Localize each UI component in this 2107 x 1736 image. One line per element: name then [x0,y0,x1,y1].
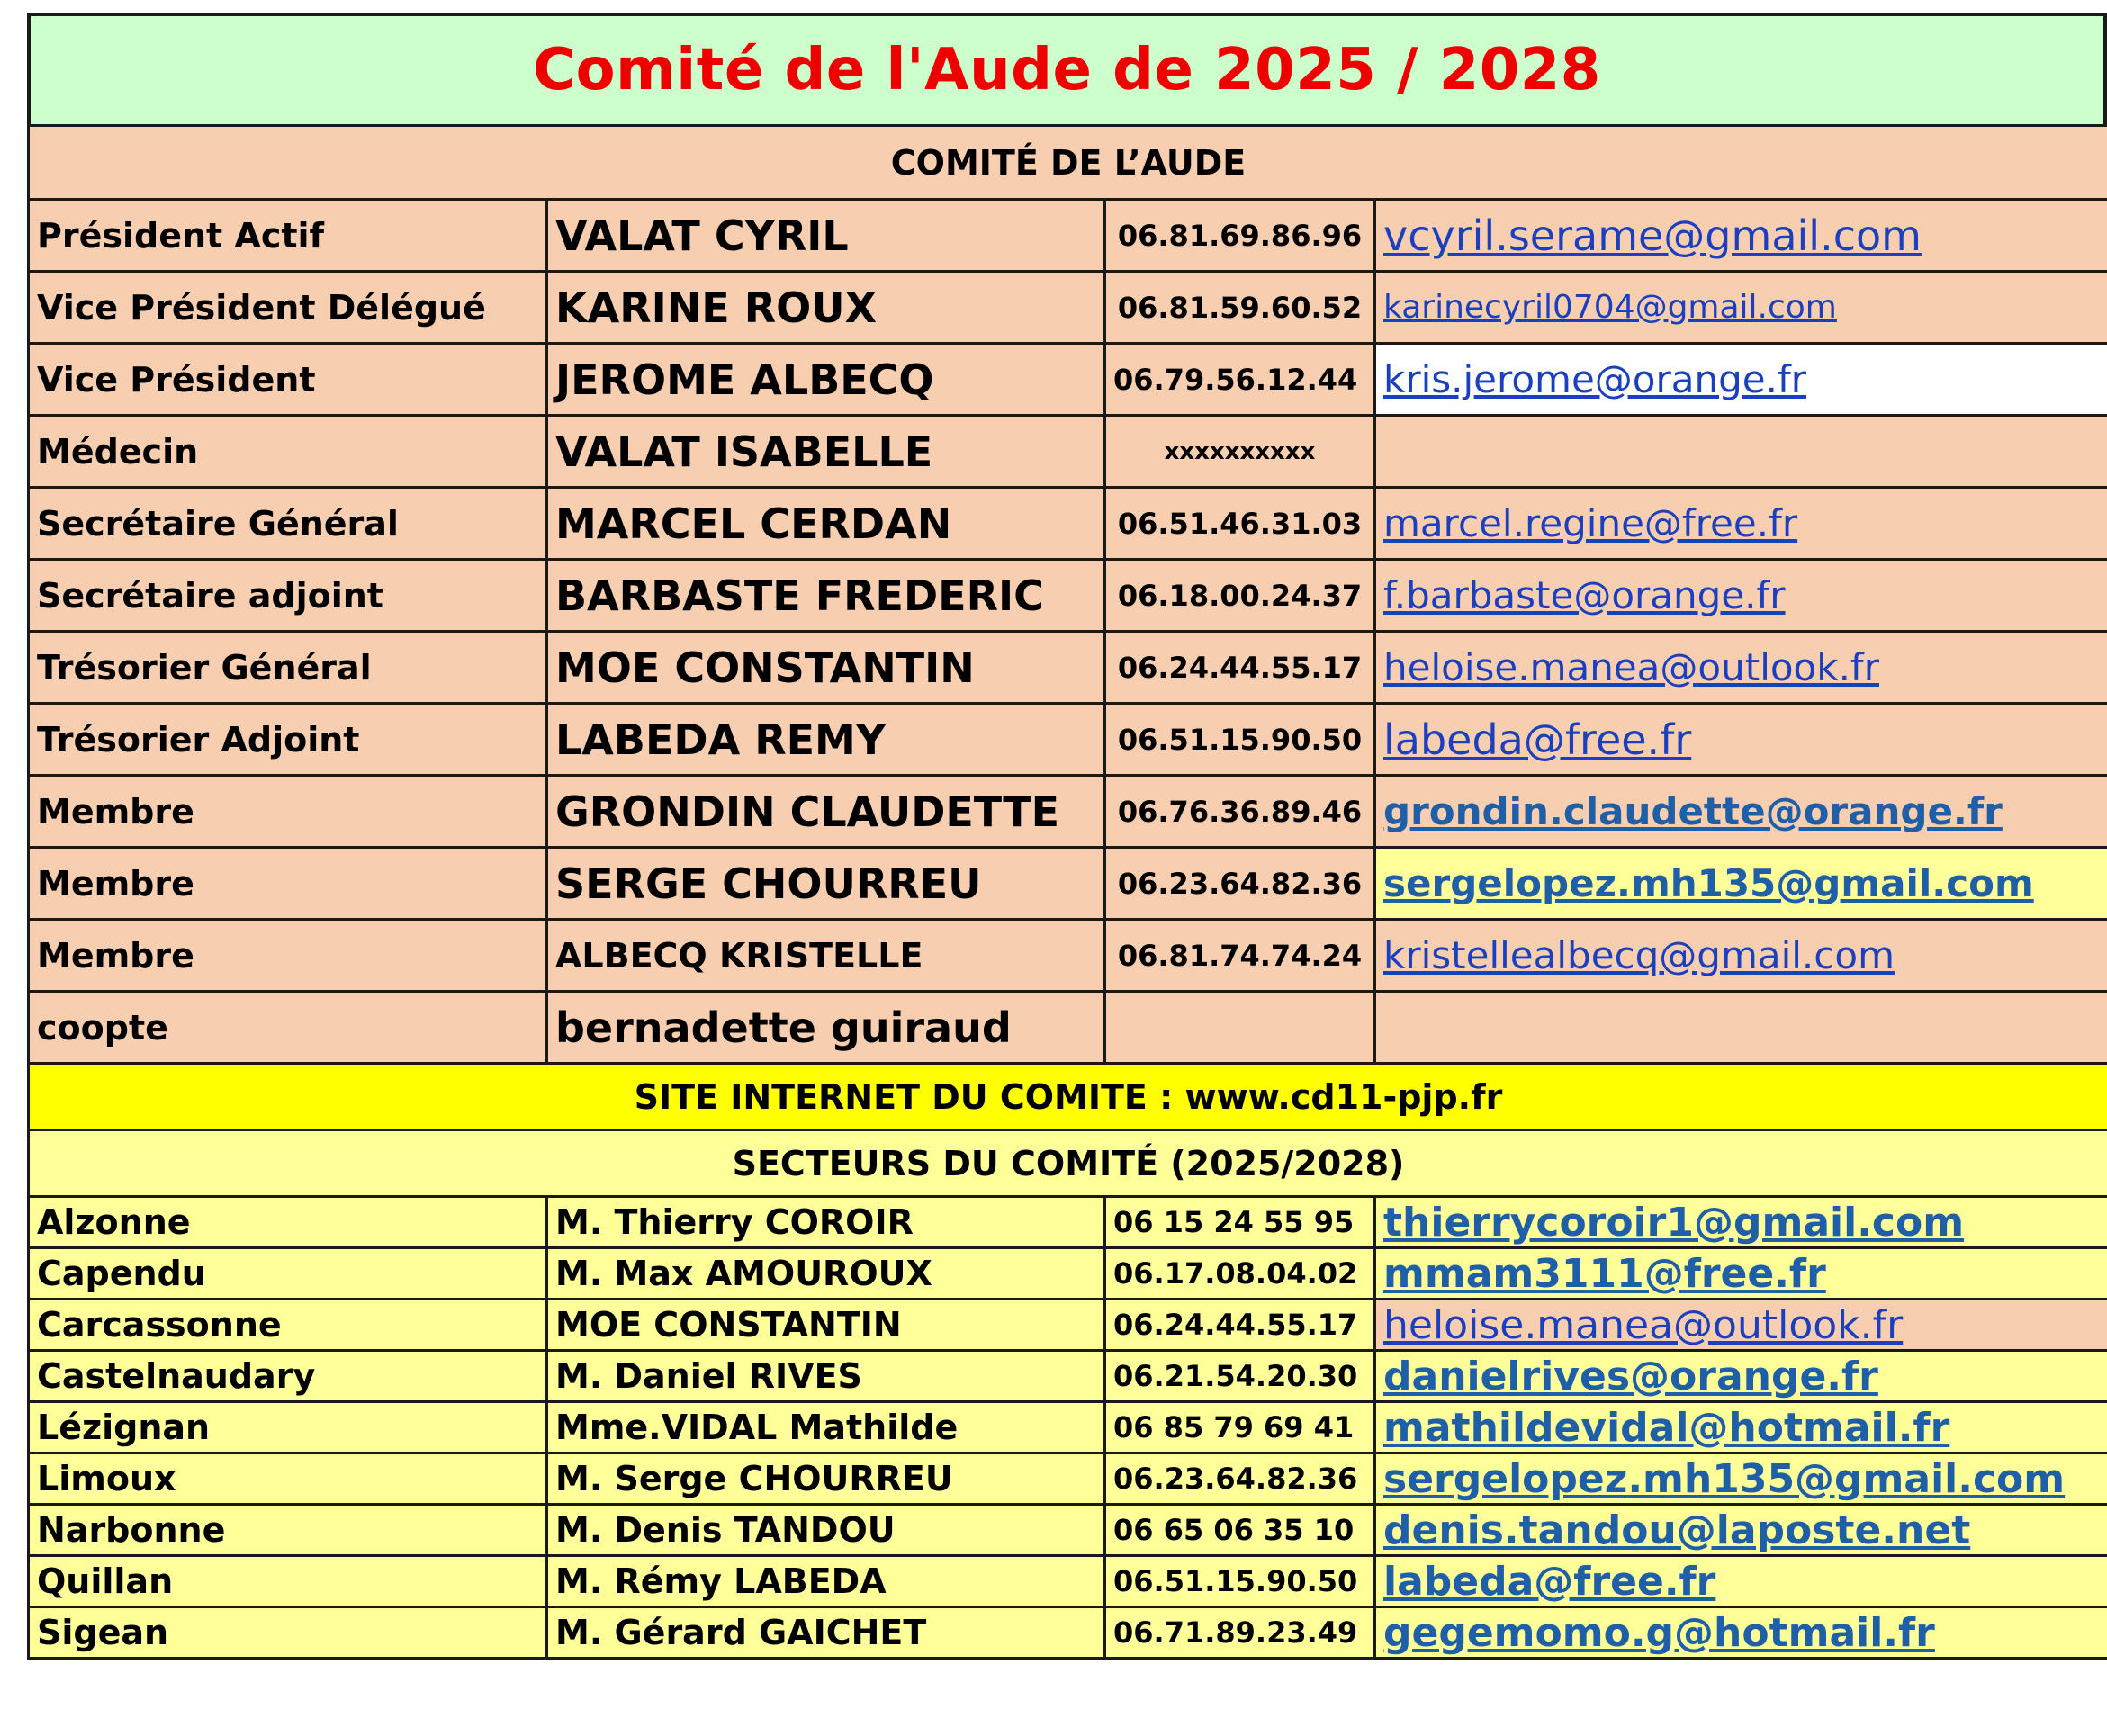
phone-cell: 06.79.56.12.44 [1105,344,1375,416]
role-cell: Secrétaire Général [29,488,547,560]
email-cell [1375,200,2107,272]
phone-cell: 06.24.44.55.17 [1105,1300,1375,1351]
sector-row [29,1607,2107,1659]
name-cell: M. Daniel RIVES [547,1351,1105,1402]
email-cell [1375,1453,2107,1505]
phone-cell: 06.23.64.82.36 [1105,1453,1375,1505]
email-cell [1375,1505,2107,1556]
email-link[interactable]: denis.tandou@laposte.net [1383,1507,1971,1553]
email-link[interactable]: heloise.manea@outlook.fr [1383,1301,1904,1348]
phone-cell: 06.81.59.60.52 [1105,272,1375,344]
sector-cell: Castelnaudary [29,1351,547,1402]
name-cell: MOE CONSTANTIN [547,1300,1105,1351]
email-link[interactable]: f.barbaste@orange.fr [1383,573,1786,617]
sector-row [29,1453,2107,1505]
committee-table [27,124,2107,1660]
phone-cell: 06.21.54.20.30 [1105,1351,1375,1402]
phone-cell: 06.76.36.89.46 [1105,776,1375,848]
email-cell [1375,632,2107,704]
role-cell: Vice Président [29,344,547,416]
phone-cell: 06 15 24 55 95 [1105,1197,1375,1248]
email-cell [1375,776,2107,848]
table-row [29,776,2107,848]
email-link[interactable]: heloise.manea@outlook.fr [1383,645,1879,689]
sector-cell: Quillan [29,1556,547,1607]
name-cell: VALAT CYRIL [547,200,1105,272]
role-cell: Membre [29,848,547,920]
phone-cell: xxxxxxxxxx [1105,416,1375,488]
table-row [29,416,2107,488]
name-cell: bernadette guiraud [547,992,1105,1064]
sector-cell: Capendu [29,1248,547,1300]
email-link[interactable]: mmam3111@free.fr [1383,1250,1826,1297]
sector-row [29,1402,2107,1453]
role-cell: coopte [29,992,547,1064]
sector-cell: Sigean [29,1607,547,1659]
email-cell [1375,848,2107,920]
role-cell: Trésorier Général [29,632,547,704]
email-cell [1375,416,2107,488]
email-link[interactable]: grondin.claudette@orange.fr [1383,789,2003,833]
name-cell: GRONDIN CLAUDETTE [547,776,1105,848]
role-cell: Médecin [29,416,547,488]
email-link[interactable]: sergelopez.mh135@gmail.com [1383,1455,2066,1502]
email-link[interactable]: thierrycoroir1@gmail.com [1383,1199,1965,1246]
name-cell: M. Serge CHOURREU [547,1453,1105,1505]
name-cell: ALBECQ KRISTELLE [547,920,1105,992]
name-cell: SERGE CHOURREU [547,848,1105,920]
phone-cell: 06.23.64.82.36 [1105,848,1375,920]
name-cell: M. Thierry COROIR [547,1197,1105,1248]
phone-cell: 06.51.15.90.50 [1105,704,1375,776]
phone-cell: 06.81.69.86.96 [1105,200,1375,272]
phone-cell: 06 85 79 69 41 [1105,1402,1375,1453]
email-link[interactable]: vcyril.serame@gmail.com [1383,211,1922,260]
sector-cell: Lézignan [29,1402,547,1453]
table-row [29,848,2107,920]
table-row [29,992,2107,1064]
table-row [29,344,2107,416]
name-cell: M. Gérard GAICHET [547,1607,1105,1659]
table-row [29,920,2107,992]
phone-cell: 06.24.44.55.17 [1105,632,1375,704]
sector-row [29,1556,2107,1607]
email-cell [1375,344,2107,416]
sector-row [29,1300,2107,1351]
table-row [29,560,2107,632]
role-cell: Trésorier Adjoint [29,704,547,776]
email-cell [1375,488,2107,560]
name-cell: VALAT ISABELLE [547,416,1105,488]
phone-cell [1105,992,1375,1064]
sectors-header: SECTEURS DU COMITÉ (2025/2028) [29,1130,2107,1197]
phone-cell: 06.71.89.23.49 [1105,1607,1375,1659]
sector-row [29,1505,2107,1556]
email-link[interactable]: marcel.regine@free.fr [1383,501,1798,545]
email-cell [1375,1556,2107,1607]
name-cell: KARINE ROUX [547,272,1105,344]
sector-row [29,1197,2107,1248]
phone-cell: 06.18.00.24.37 [1105,560,1375,632]
phone-cell: 06.51.46.31.03 [1105,488,1375,560]
sector-row [29,1351,2107,1402]
title-banner [27,13,2107,124]
email-link[interactable]: danielrives@orange.fr [1383,1353,1878,1399]
email-cell [1375,704,2107,776]
sector-cell: Carcassonne [29,1300,547,1351]
table-row [29,704,2107,776]
email-link[interactable]: gegemomo.g@hotmail.fr [1383,1609,1935,1656]
table-row [29,200,2107,272]
name-cell: M. Denis TANDOU [547,1505,1105,1556]
website-banner: SITE INTERNET DU COMITE : www.cd11-pjp.fr [29,1064,2107,1130]
email-cell [1375,1607,2107,1659]
table-row [29,272,2107,344]
email-cell [1375,920,2107,992]
sector-cell: Alzonne [29,1197,547,1248]
phone-cell: 06.81.74.74.24 [1105,920,1375,992]
email-cell [1375,272,2107,344]
role-cell: Président Actif [29,200,547,272]
email-link[interactable]: kristellealbecq@gmail.com [1383,933,1895,977]
phone-cell: 06 65 06 35 10 [1105,1505,1375,1556]
name-cell: JEROME ALBECQ [547,344,1105,416]
email-cell [1375,1197,2107,1248]
role-cell: Secrétaire adjoint [29,560,547,632]
email-link[interactable]: kris.jerome@orange.fr [1383,357,1807,401]
name-cell: Mme.VIDAL Mathilde [547,1402,1105,1453]
phone-cell: 06.51.15.90.50 [1105,1556,1375,1607]
phone-cell: 06.17.08.04.02 [1105,1248,1375,1300]
email-link[interactable]: labeda@free.fr [1383,715,1692,764]
email-link[interactable]: sergelopez.mh135@gmail.com [1383,861,2034,905]
role-cell: Membre [29,920,547,992]
email-link[interactable]: labeda@free.fr [1383,1558,1716,1605]
name-cell: BARBASTE FREDERIC [547,560,1105,632]
email-cell [1375,560,2107,632]
name-cell: MARCEL CERDAN [547,488,1105,560]
email-cell [1375,1402,2107,1453]
name-cell: M. Max AMOUROUX [547,1248,1105,1300]
email-link[interactable]: mathildevidal@hotmail.fr [1383,1404,1950,1451]
table-row [29,488,2107,560]
email-cell [1375,1351,2107,1402]
email-cell [1375,992,2107,1064]
role-cell: Membre [29,776,547,848]
sector-cell: Narbonne [29,1505,547,1556]
email-cell [1375,1248,2107,1300]
email-cell [1375,1300,2107,1351]
sector-cell: Limoux [29,1453,547,1505]
email-link[interactable]: karinecyril0704@gmail.com [1383,289,1837,326]
role-cell: Vice Président Délégué [29,272,547,344]
name-cell: MOE CONSTANTIN [547,632,1105,704]
sector-row [29,1248,2107,1300]
committee-header: COMITÉ DE L’AUDE [29,126,2107,200]
name-cell: LABEDA REMY [547,704,1105,776]
page-title: Comité de l'Aude de 2025 / 2028 [533,37,1601,103]
table-row [29,632,2107,704]
committee-document [27,13,2107,1660]
name-cell: M. Rémy LABEDA [547,1556,1105,1607]
